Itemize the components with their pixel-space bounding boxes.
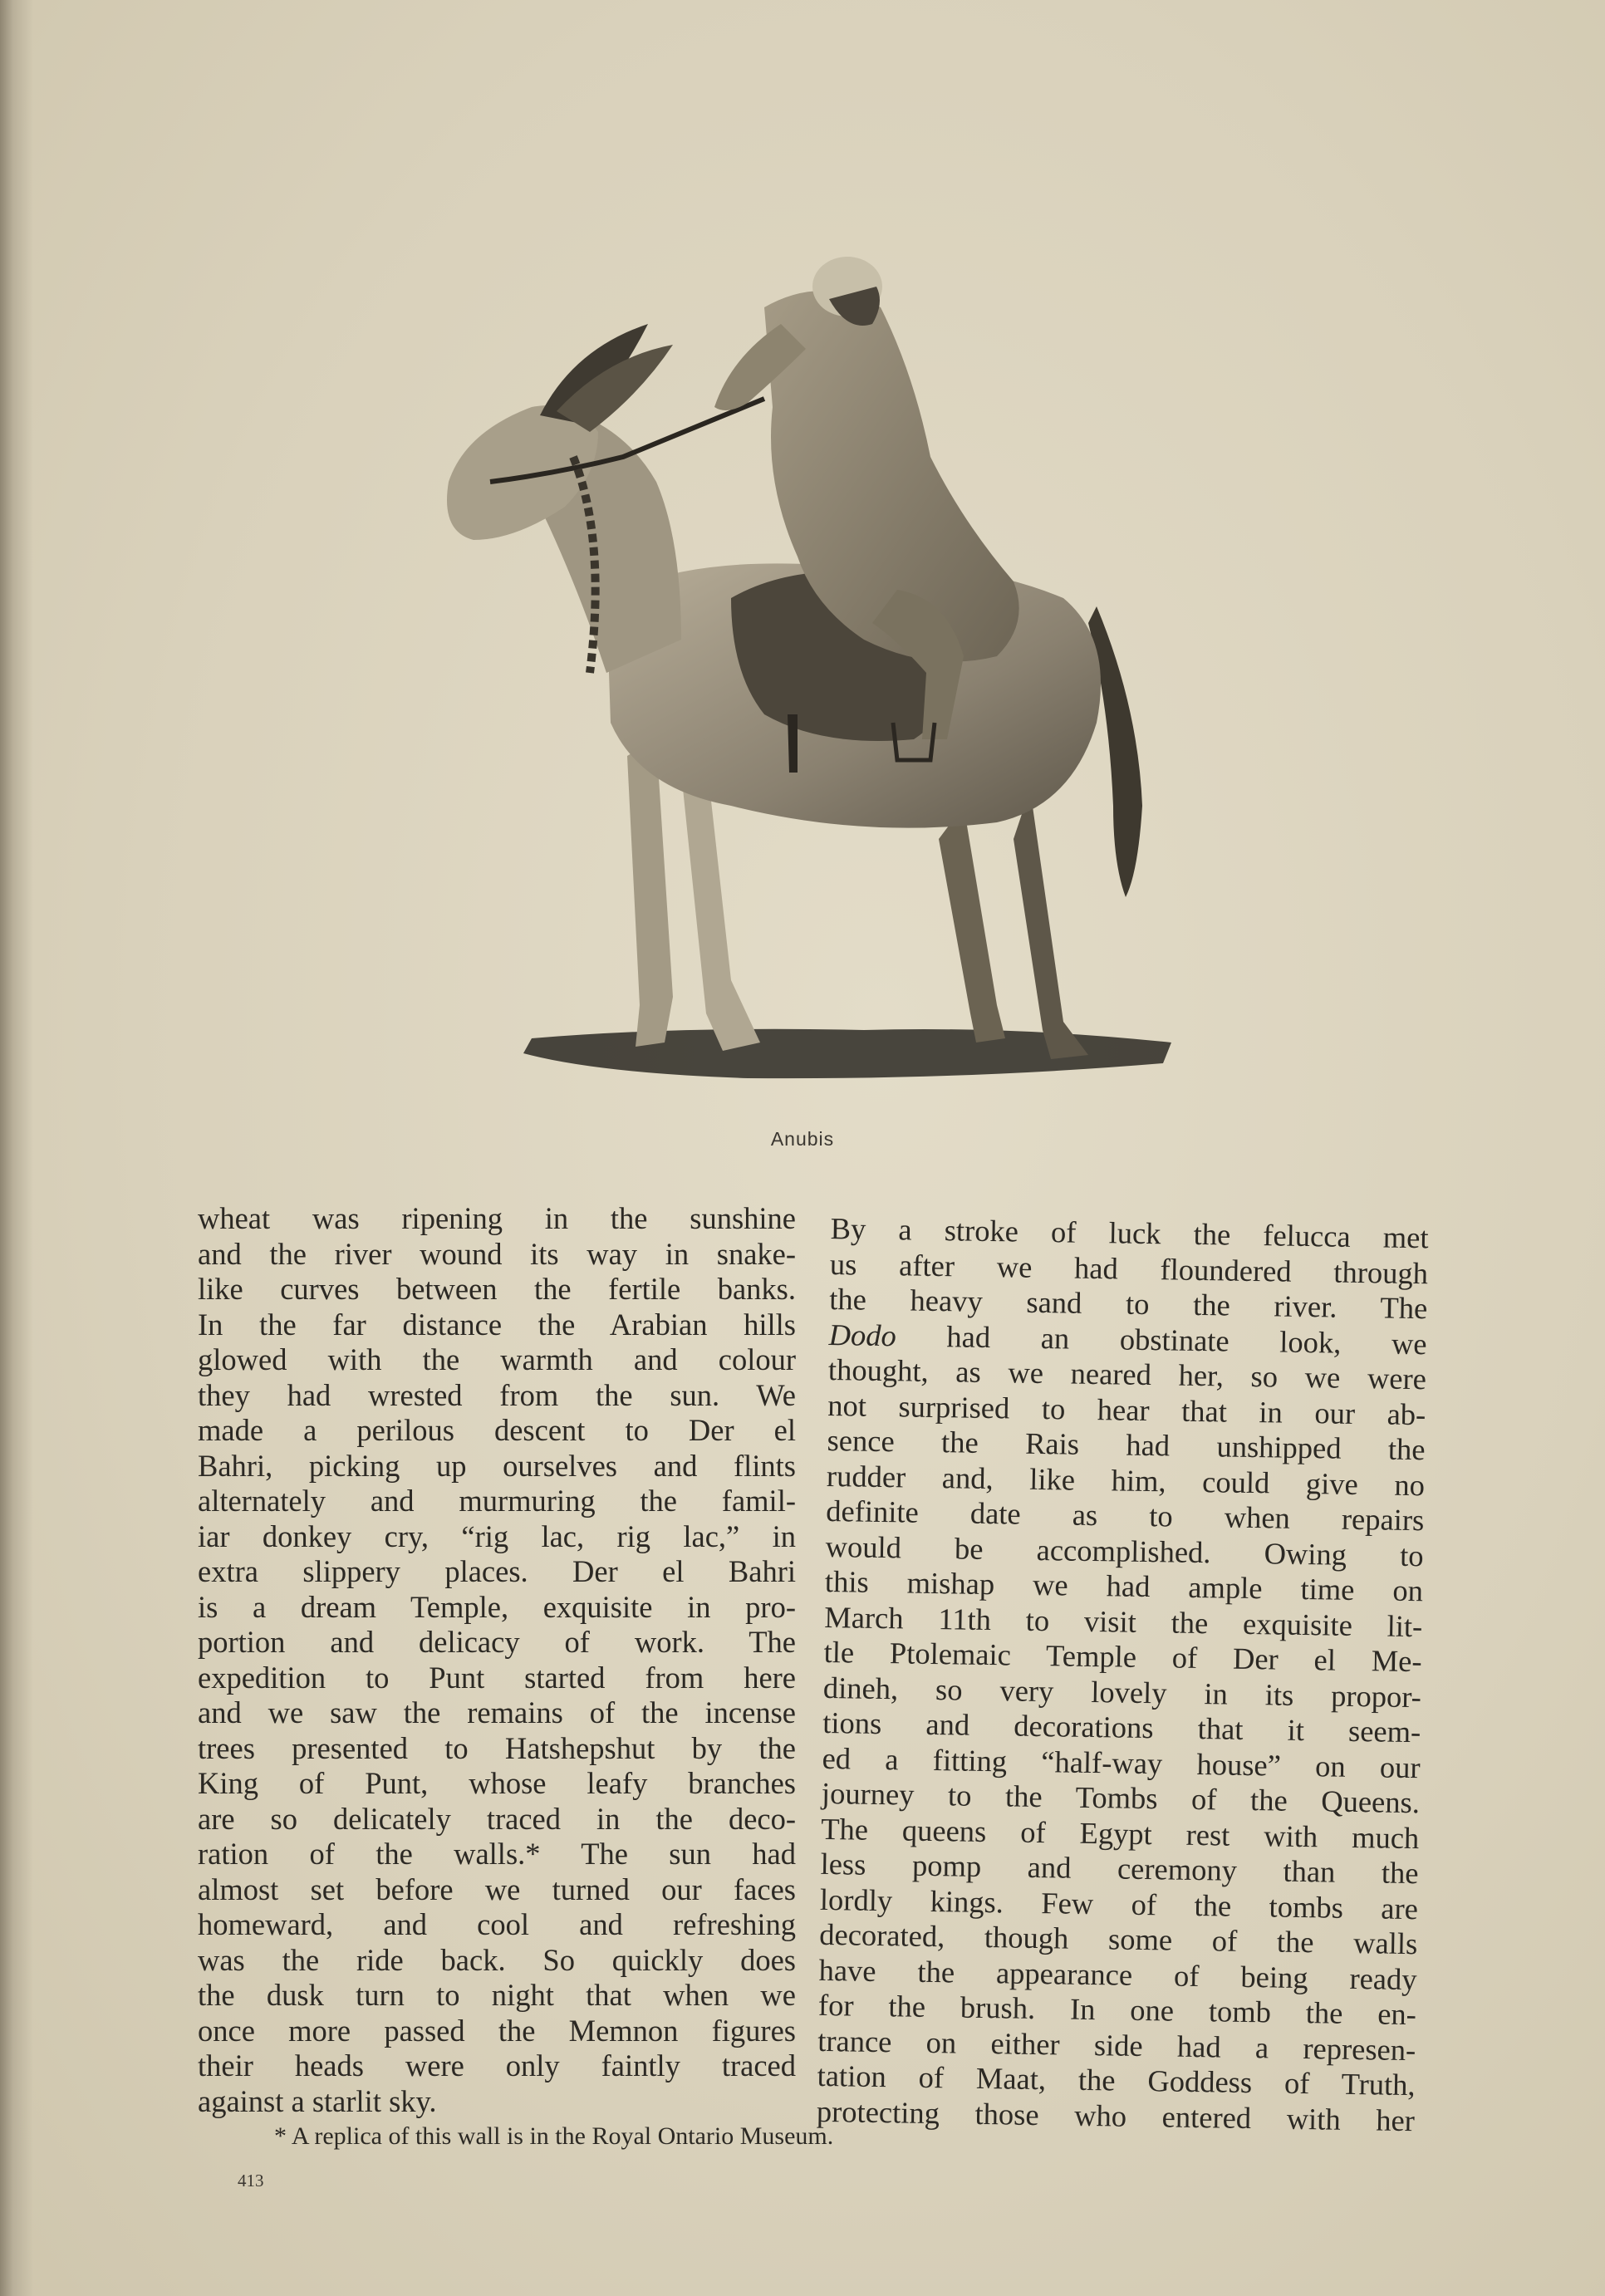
left-column-text (198, 1201, 796, 2119)
right-column-text (817, 1211, 1429, 2138)
footnote: * A replica of this wall is in the Royal Ontario Museum. (274, 2122, 834, 2150)
text-line: and we saw the remains of the incense (198, 1695, 796, 1729)
text-line: expedition to Punt started from here (198, 1660, 796, 1695)
text-line: In the far distance the Arabian hills (198, 1307, 796, 1342)
text-line: tions and decorations that it seem- (822, 1705, 1421, 1749)
text-line: made a perilous descent to Der el (198, 1413, 796, 1447)
text-line: not surprised to hear that in our ab- (827, 1387, 1426, 1431)
text-line: thought, as we neared her, so we were (827, 1352, 1427, 1396)
text-line: trance on either side had a represen- (817, 2023, 1416, 2067)
text-line: definite date as to when repairs (826, 1493, 1425, 1538)
text-line: homeward, and cool and refreshing (198, 1907, 796, 1941)
text-line: By a stroke of luck the felucca met (830, 1211, 1429, 1255)
text-line: almost set before we turned our faces (198, 1872, 796, 1906)
photo-caption: Anubis (770, 1128, 835, 1150)
text-line: The queens of Egypt rest with much (821, 1811, 1420, 1855)
text-line: this mishap we had ample time on (824, 1563, 1424, 1608)
text-line: Bahri, picking up ourselves and flints (198, 1448, 796, 1483)
text-line: the dusk turn to night that when we (198, 1978, 796, 2012)
text-line: extra slippery places. Der el Bahri (198, 1554, 796, 1588)
text-line: lordly kings. Few of the tombs are (819, 1881, 1419, 1926)
text-line: was the ride back. So quickly does (198, 1942, 796, 1977)
text-line: sence the Rais had unshipped the (827, 1422, 1426, 1467)
text-line: tation of Maat, the Goddess of Truth, (817, 2058, 1416, 2102)
text-line: like curves between the fertile banks. (198, 1272, 796, 1306)
text-line: King of Punt, whose leafy branches (198, 1766, 796, 1800)
text-line: us after we had floundered through (829, 1246, 1429, 1290)
text-line: dineh, so very lovely in its propor- (822, 1670, 1422, 1714)
text-line: tle Ptolemaic Temple of Der el Me- (823, 1634, 1422, 1679)
text-line: they had wrested from the sun. We (198, 1377, 796, 1412)
text-line: would be accomplished. Owing to (825, 1528, 1424, 1572)
text-line: decorated, though some of the walls (819, 1916, 1418, 1961)
text-line: glowed with the warmth and colour (198, 1342, 796, 1376)
text-line: wheat was ripening in the sunshine (198, 1201, 796, 1235)
text-line: iar donkey cry, “rig lac, rig lac,” in (198, 1518, 796, 1553)
ship-name-dodo: Dodo (828, 1317, 897, 1352)
text-line: have the appearance of being ready (818, 1952, 1417, 1996)
page-number: 413 (238, 2171, 264, 2191)
text-line: ed a fitting “half-way house” on our (822, 1740, 1421, 1784)
text-line: is a dream Temple, exquisite in pro- (198, 1589, 796, 1624)
text-line: trees presented to Hatshepshut by the (198, 1730, 796, 1765)
text-line: less pomp and ceremony than the (820, 1846, 1419, 1891)
text-line: protecting those who entered with her (816, 2093, 1416, 2137)
text-line: once more passed the Memnon figures (198, 2013, 796, 2048)
text-line: alternately and murmuring the famil- (198, 1484, 796, 1518)
text-line: their heads were only faintly traced (198, 2048, 796, 2083)
text-line: are so delicately traced in the deco- (198, 1801, 796, 1836)
text-line: against a starlit sky. (198, 2083, 437, 2118)
donkey-rider-photograph (432, 208, 1205, 1121)
text-line: for the brush. In one tomb the en- (817, 1987, 1417, 2032)
text-line: journey to the Tombs of the Queens. (821, 1775, 1421, 1820)
text-line: March 11th to visit the exquisite lit- (824, 1599, 1423, 1643)
text-fragment: had an obstinate look, we (946, 1318, 1427, 1361)
text-line: and the river wound its way in snake- (198, 1236, 796, 1271)
text-line: portion and delicacy of work. The (198, 1625, 796, 1659)
text-line: the heavy sand to the river. The (829, 1281, 1428, 1326)
text-line: ration of the walls.* The sun had (198, 1837, 796, 1871)
text-line: rudder and, like him, could give no (826, 1458, 1426, 1502)
